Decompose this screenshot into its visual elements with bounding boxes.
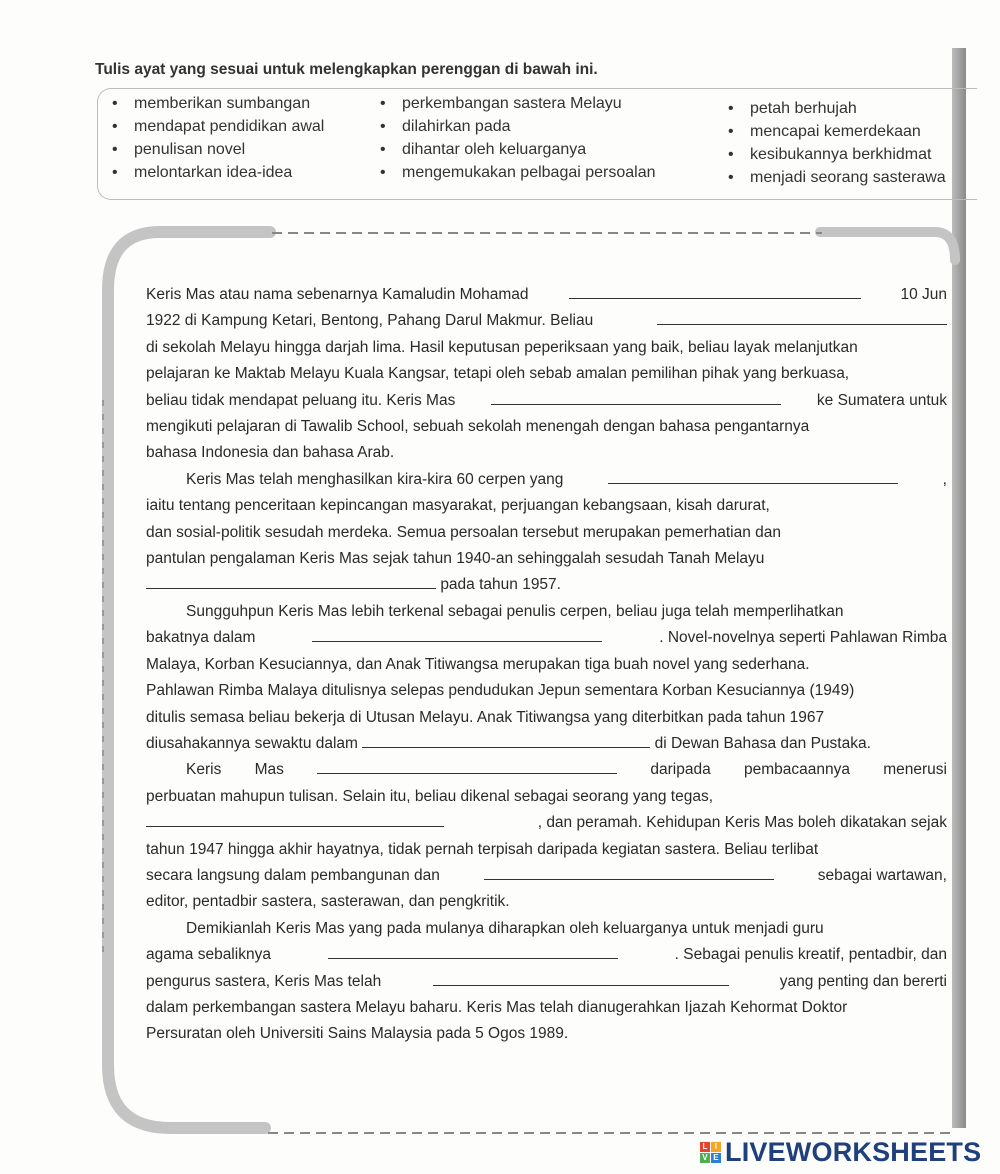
- word-bank-item: • dilahirkan pada: [380, 118, 511, 135]
- paragraph-2: Keris Mas telah menghasilkan kira-kira 60 cerpen yang , iaitu tentang penceritaan kepincangan masyarakat, perjuangan kebangsaan, kisah darurat, dan sosial-politik sesudah merdeka. Semua persoalan tersebut merupakan pemerhatian dan pantulan pengalaman Keris Mas sejak tahun 1940-an sehinggalah sesudah Tanah Melayu pada tahun 1957.: [146, 470, 947, 594]
- passage: [146, 282, 947, 1048]
- word-bank-item: • perkembangan sastera Melayu: [380, 95, 622, 112]
- word-bank-item: • kesibukannya berkhidmat: [728, 146, 932, 163]
- answer-blank[interactable]: [362, 735, 650, 748]
- word-bank-item: • mendapat pendidikan awal: [112, 118, 325, 135]
- liveworksheets-logo-icon: L I V E: [700, 1142, 721, 1163]
- answer-blank[interactable]: [433, 973, 729, 986]
- instruction-heading: Tulis ayat yang sesuai untuk melengkapkan perenggan di bawah ini.: [95, 61, 598, 78]
- answer-blank[interactable]: [146, 576, 436, 589]
- answer-blank[interactable]: [657, 312, 947, 325]
- word-bank-item: • petah berhujah: [728, 100, 857, 117]
- paragraph-4: Keris Mas daripada pembacaannya menerusi perbuatan mahupun tulisan. Selain itu, beliau dikenal sebagai seorang yang tegas, , dan peramah. Kehidupan Keris Mas boleh dikatakan sejak tahun 1947 hingga akhir hayatnya, tidak pernah terpisah daripada kegiatan sastera. Beliau terlibat secara langsung dalam pembangunan dan sebagai wartawan, editor, pentadbir sastera, sasterawan, dan pengkritik.: [146, 761, 947, 911]
- answer-blank[interactable]: [608, 471, 898, 484]
- word-bank-item: • dihantar oleh keluarganya: [380, 141, 587, 158]
- answer-blank[interactable]: [312, 629, 602, 642]
- liveworksheets-brand[interactable]: [700, 1137, 981, 1168]
- brand-name: LIVEWORKSHEETS: [725, 1137, 982, 1167]
- word-bank-item: • menjadi seorang sasterawa: [728, 169, 946, 186]
- word-bank-item: • melontarkan idea-idea: [112, 164, 293, 181]
- answer-blank[interactable]: [146, 814, 444, 827]
- paragraph-3: Sungguhpun Keris Mas lebih terkenal sebagai penulis cerpen, beliau juga telah memperlihatkan bakatnya dalam . Novel-novelnya seperti Pahlawan Rimba Malaya, Korban Kesuciannya, dan Anak Titiwangsa merupakan tiga buah novel yang sederhana. Pahlawan Rimba Malaya ditulisnya selepas pendudukan Jepun sementara Korban Kesuciannya (1949) ditulis semasa beliau bekerja di Utusan Melayu. Anak Titiwangsa yang diterbitkan pada tahun 1967 diusahakannya sewaktu dalam di Dewan Bahasa dan Pustaka.: [146, 602, 947, 752]
- paragraph-5: Demikianlah Keris Mas yang pada mulanya diharapkan oleh keluarganya untuk menjadi guru agama sebaliknya . Sebagai penulis kreatif, pentadbir, dan pengurus sastera, Keris Mas telah yang penting dan bererti dalam perkembangan sastera Melayu baharu. Keris Mas telah dianugerahkan Ijazah Kehormat Doktor Persuratan oleh Universiti Sains Malaysia pada 5 Ogos 1989.: [146, 919, 947, 1043]
- paragraph-1: Keris Mas atau nama sebenarnya Kamaludin Mohamad 10 Jun 1922 di Kampung Ketari, Bentong, Pahang Darul Makmur. Beliau di sekolah Melayu hingga darjah lima. Hasil keputusan peperiksaan yang baik, beliau layak melanjutkan pelajaran ke Maktab Melayu Kuala Kangsar, tetapi oleh sebab amalan pemilihan pihak yang berkuasa, beliau tidak mendapat peluang itu. Keris Mas ke Sumatera untuk mengikuti pelajaran di Tawalib School, sebuah sekolah menengah dengan bahasa pengantarnya bahasa Indonesia dan bahasa Arab.: [146, 286, 947, 462]
- word-bank-item: • mencapai kemerdekaan: [728, 123, 921, 140]
- answer-blank[interactable]: [569, 286, 861, 299]
- answer-blank[interactable]: [484, 867, 774, 880]
- word-bank-item: • penulisan novel: [112, 141, 246, 158]
- word-bank-item: • mengemukakan pelbagai persoalan: [380, 164, 656, 181]
- answer-blank[interactable]: [317, 761, 617, 774]
- word-bank-item: • memberikan sumbangan: [112, 95, 311, 112]
- answer-blank[interactable]: [328, 946, 618, 959]
- answer-blank[interactable]: [491, 392, 781, 405]
